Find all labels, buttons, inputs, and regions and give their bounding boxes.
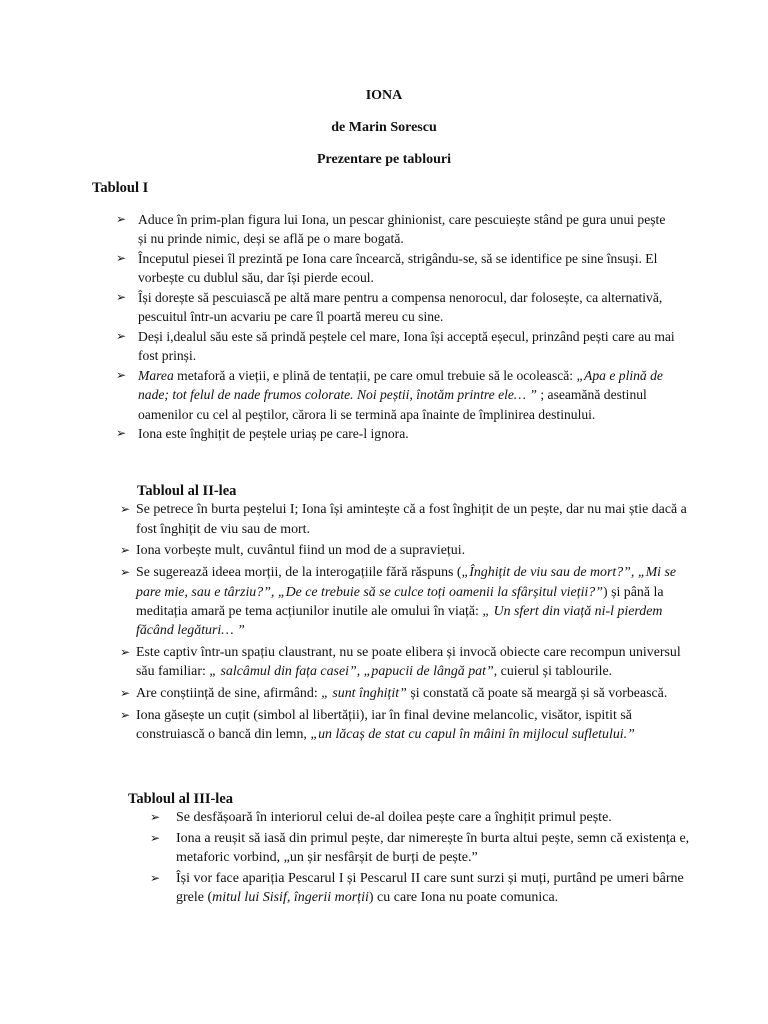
text-segment: Deși i,dealul său este să prindă peștele cel mare, Iona își acceptă eșecul, prinzând pești care au mai fost prinși. [138,329,675,364]
list-item [116,210,676,249]
italic-text: „ Un sfert din viață ni-l pierdem făcând legături… ” [136,603,663,639]
doc-author: de Marin Sorescu [331,120,437,135]
arrow-bullet-icon: ➢ [150,870,161,885]
arrow-bullet-icon: ➢ [116,329,127,343]
list-item-text [136,502,687,537]
italic-text: „Apa e plină de nade; tot felul de nade frumos colorate. Noi peștii, înotăm printre ele… ” [138,368,663,403]
list-item [120,563,690,640]
list-item [116,327,676,366]
tablou-1-heading: Tabloul I [92,180,149,196]
arrow-bullet-icon: ➢ [116,251,127,265]
text-segment: Este captiv într-un spațiu claustrant, nu se poate elibera și invocă obiecte care recompun universul său familiar: [136,644,681,680]
list-item-text [136,686,667,701]
list-item [120,541,690,561]
text-segment: și constată că poate să meargă și să vorbească. [406,686,668,702]
arrow-bullet-icon: ➢ [116,426,127,441]
arrow-bullet-icon: ➢ [120,644,131,659]
list-item [120,500,690,539]
tablou-3-heading: Tabloul al III-lea [128,791,234,807]
text-segment: Se petrece în burta peștelui I; Iona își amintește că a fost înghițit de un pește, dar nu mai știe dacă a fost înghițit de viu sau de mort. [136,502,687,537]
list-item-text [138,366,676,424]
tablou-1-list [116,210,676,444]
text-segment: Iona vorbește mult, cuvântul fiind un mod de a supraviețui. [136,543,466,559]
text-segment: Își dorește să pescuiască pe altă mare pentru a compensa nenorocul, dar folosește, ca alternativă, pescuitul într-un acvariu pe care îl poartă mereu cu sine. [138,290,663,325]
italic-text: „un lăcaș de stat cu capul în mâini în mijlocul sufletului.” [310,727,635,743]
list-item [150,869,710,908]
list-item [120,684,690,704]
list-item-text [176,829,710,868]
list-item [116,366,676,424]
text-segment: Are conștiință de sine, afirmând: [136,686,322,702]
list-item-text [176,869,710,908]
text-segment: ) cu care Iona nu poate comunica. [368,890,559,905]
text-segment: ) și până la meditația amară pe tema acțiunilor inutile ale omului în viață: [136,584,664,619]
arrow-bullet-icon: ➢ [116,212,127,226]
text-segment: , [356,664,364,680]
italic-text: „Înghițit de viu sau de mort?”, „Mi se pare mie, sau e târziu?”, „De ce trebuie să se culce toți oamenii la sfârșitul vieții?” [136,565,677,600]
list-item-text [138,210,676,249]
list-item [116,288,676,327]
list-item-text [136,543,465,558]
arrow-bullet-icon: ➢ [150,830,161,845]
list-item-text [136,708,635,743]
text-segment: Aduce în prim-plan figura lui Iona, un pescar ghinionist, care pescuiește stând pe gura unui pește și nu prinde nimic, deși se află pe o mare bogată. [138,212,666,247]
arrow-bullet-icon: ➢ [120,502,131,516]
arrow-bullet-icon: ➢ [116,290,127,304]
list-item-text [176,808,710,828]
tablou-2-heading: Tabloul al II-lea [137,483,237,499]
text-segment: Iona găsește un cuțit (simbol al libertății), iar în final devine melancolic, visător, ispitit să construiască o bancă din lemn, [136,707,632,743]
list-item [150,829,710,868]
text-segment: Iona este înghițit de peștele uriaș pe care-l ignora. [138,426,409,442]
doc-subtitle: Prezentare pe tablouri [316,152,451,167]
arrow-bullet-icon: ➢ [116,368,127,382]
italic-text: „ salcâmul din fața casei” [209,664,357,680]
italic-text: Marea [138,368,174,383]
text-segment: Își vor face apariția Pescarul I și Pescarul II care sunt surzi și muți, purtând pe umeri bârne grele ( [176,870,684,905]
text-segment: , cuierul și tablourile. [493,664,613,680]
text-segment: metaforă a vieții, e plină de tentații, pe care omul trebuie să le ocolească: [173,368,577,383]
text-segment: Se desfășoară în interiorul celui de-al doilea pește care a înghițit primul pește. [176,810,612,825]
arrow-bullet-icon: ➢ [150,810,161,824]
text-segment: Începutul piesei îl prezintă pe Iona care încearcă, strigându-se, să se identifice pe sine însuși. El vorbește cu dublul său, dar își pierde ecoul. [138,251,658,286]
text-segment: Iona a reușit să iasă din primul pește, dar nimerește în burta altui pește, semn că existența e, metaforic vorbind, „un șir nesfârșit de burți de pește.” [176,830,690,865]
italic-text: „ sunt înghițit” [321,686,407,702]
list-item-text [138,288,676,327]
list-item-text [136,645,681,680]
italic-text: „papucii de lângă pat” [363,664,494,680]
list-item [116,424,676,443]
arrow-bullet-icon: ➢ [120,686,131,701]
list-item-text [136,565,676,638]
arrow-bullet-icon: ➢ [120,707,131,722]
list-item [116,249,676,288]
text-segment: ; aseamănă destinul oamenilor cu cel al peștilor, cărora li se termină apa înainte de împlinirea destinului. [138,387,647,422]
list-item [150,808,710,828]
list-item-text [138,424,676,443]
list-item-text [138,249,676,288]
list-item-text [138,327,676,366]
doc-title: IONA [365,88,403,103]
tablou-3-list [150,808,710,909]
list-item [120,706,690,745]
tablou-2-list [120,500,690,747]
text-segment: Se sugerează ideea morții, de la interogațiile fără răspuns ( [136,565,462,581]
arrow-bullet-icon: ➢ [120,565,131,580]
italic-text: mitul lui Sisif, îngerii morții [212,890,369,905]
list-item [120,643,690,682]
arrow-bullet-icon: ➢ [120,543,131,558]
